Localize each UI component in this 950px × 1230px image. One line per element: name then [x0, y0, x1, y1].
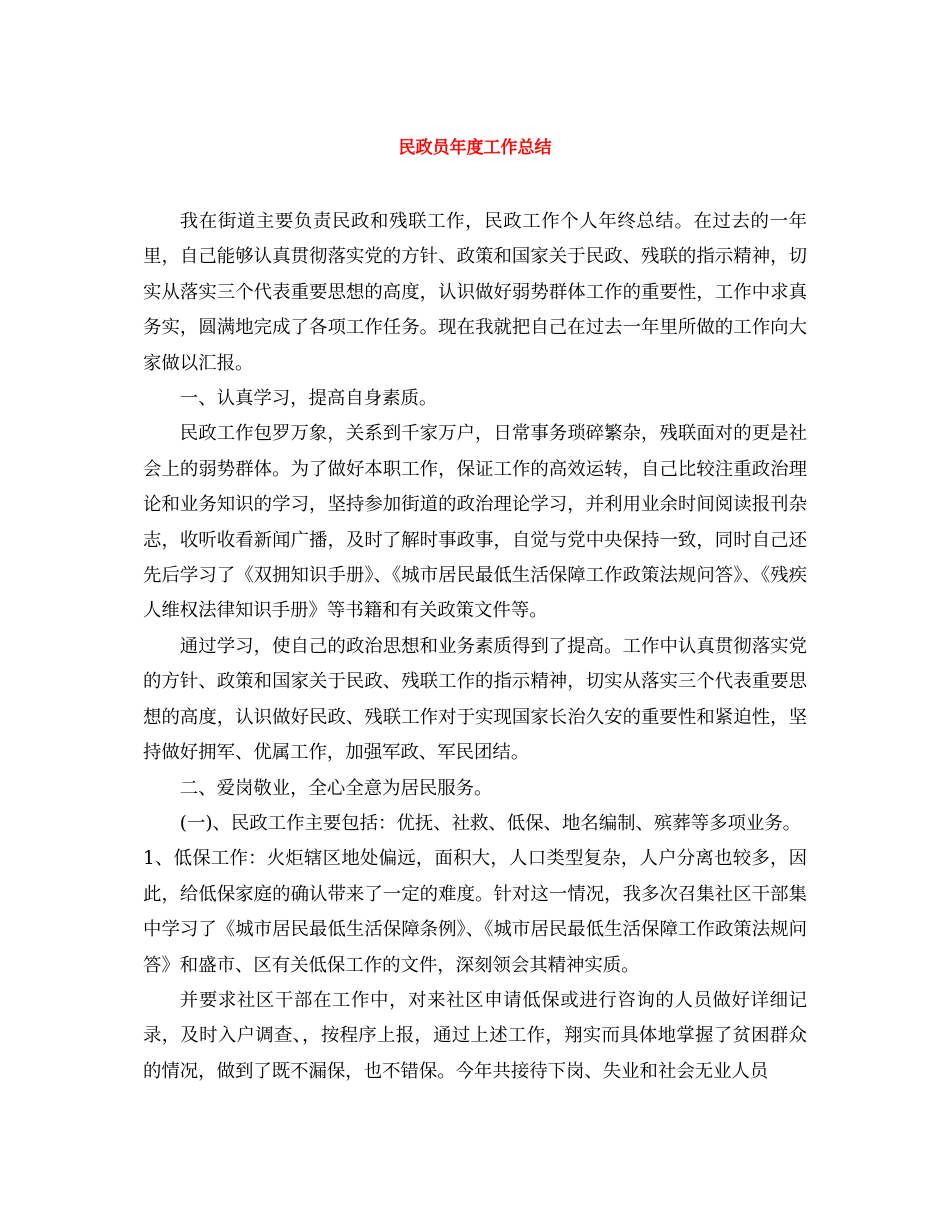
document-title: 民政员年度工作总结: [398, 138, 552, 158]
document-body: [143, 204, 807, 1089]
paragraph-study: 民政工作包罗万象，关系到千家万户，日常事务琐碎繁杂，残联面对的更是社会上的弱势群体。为了做好本职工作，保证工作的高效运转，自己比较注重政治理论和业务知识的学习，坚持参加街道的政治理论学习，并利用业余时间阅读报刊杂志，收听收看新闻广播，及时了解时事政事，自觉与党中央保持一致，同时自己还先后学习了《双拥知识手册》、《城市居民最低生活保障工作政策法规问答》、《残疾人维权法律知识手册》等书籍和有关政策文件等。: [143, 423, 807, 622]
paragraph-study-result: 通过学习，使自己的政治思想和业务素质得到了提高。工作中认真贯彻落实党的方针、政策和国家关于民政、残联工作的指示精神，切实从落实三个代表重要思想的高度，认识做好民政、残联工作对于实现国家长治久安的重要性和紧迫性，坚持做好拥军、优属工作，加强军政、军民团结。: [143, 635, 807, 764]
paragraph-minimum-living-security: 1、低保工作：火炬辖区地处偏远，面积大，人口类型复杂，人户分离也较多，因此，给低保家庭的确认带来了一定的难度。针对这一情况，我多次召集社区干部集中学习了《城市居民最低生活保障条例》、《城市居民最低生活保障工作政策法规问答》和盛市、区有关低保工作的文件，深刻领会其精神实质。: [143, 848, 807, 976]
section-heading-service: 二、爱岗敬业，全心全意为居民服务。: [179, 777, 493, 799]
paragraph-civil-affairs-scope: (一)、民政工作主要包括：优抚、社救、低保、地名编制、殡葬等多项业务。: [179, 812, 802, 834]
paragraph-community-cadres: 并要求社区干部在工作中，对来社区申请低保或进行咨询的人员做好详细记录，及时入户调查、，按程序上报，通过上述工作，翔实而具体地掌握了贫困群众的情况，做到了既不漏保，也不错保。今年共接待下岗、失业和社会无业人员: [143, 989, 807, 1082]
paragraph-intro: 我在街道主要负责民政和残联工作，民政工作个人年终总结。在过去的一年里，自己能够认真贯彻落实党的方针、政策和国家关于民政、残联的指示精神，切实从落实三个代表重要思想的高度，认识做好弱势群体工作的重要性，工作中求真务实，圆满地完成了各项工作任务。现在我就把自己在过去一年里所做的工作向大家做以汇报。: [143, 211, 807, 374]
section-heading-study: 一、认真学习，提高自身素质。: [179, 388, 438, 410]
